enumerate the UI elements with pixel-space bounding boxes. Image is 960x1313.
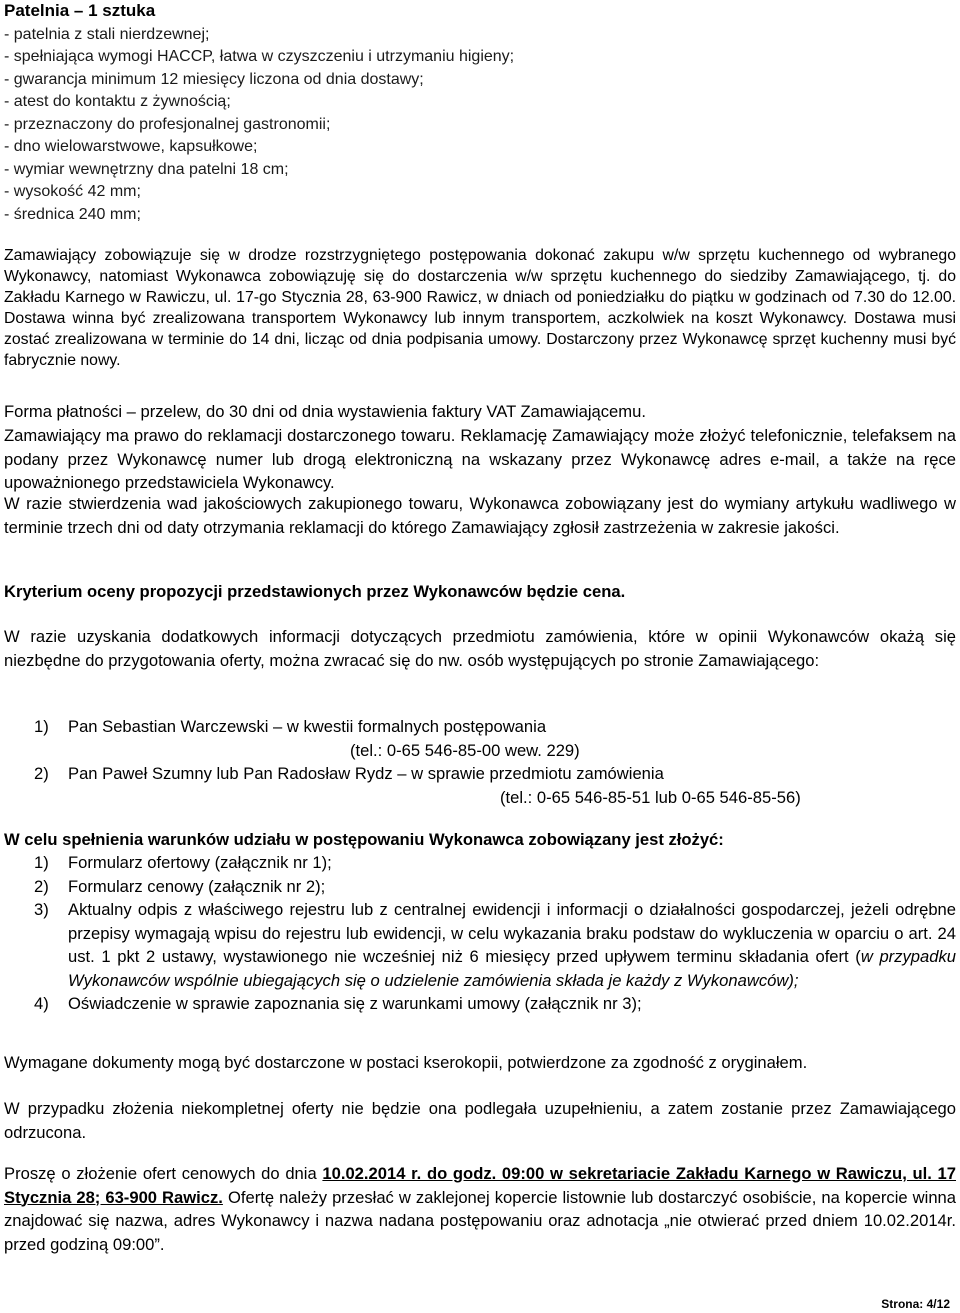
spec-line: - wysokość 42 mm; — [4, 183, 141, 200]
incomplete-paragraph: W przypadku złożenia niekompletnej oferty nie będzie ona podlegała uzupełnieniu, a zatem zostanie przez Zamawiającego odrzucona. — [4, 1099, 956, 1142]
contact-text: Pan Sebastian Warczewski – w kwestii formalnych postępowania — [68, 717, 547, 736]
submission-intro: Proszę o złożenie ofert cenowych do dnia — [4, 1164, 323, 1183]
list-number: 1) — [34, 853, 49, 872]
contact-phone: (tel.: 0-65 546-85-00 wew. 229) — [350, 740, 580, 760]
list-number: 1) — [34, 717, 49, 736]
condition-text: Formularz ofertowy (załącznik nr 1); — [68, 853, 332, 872]
spec-line: - wymiar wewnętrzny dna patelni 18 cm; — [4, 161, 289, 178]
submission-deadline: 10.02.2014 r. do godz. 09:00 w sekretariacie Zakładu Karnego w Rawiczu, ul. 17 Stycznia 28; 63-900 Rawicz. — [4, 1164, 956, 1207]
submission-instructions: Ofertę należy przesłać w zaklejonej kopercie listownie lub dostarczyć osobiście, na kopercie winna znajdować się nazwa, adres Wykonawcy i nazwa nadana postępowaniu oraz adnotacja „nie otwierać przed dniem 10.02.2014r. przed godziną 09:00”. — [4, 1187, 957, 1254]
spec-line: - patelnia z stali nierdzewnej; — [4, 26, 210, 43]
list-number: 4) — [34, 994, 49, 1013]
contact-text: Pan Paweł Szumny lub Pan Radosław Rydz – w sprawie przedmiotu zamówienia — [68, 764, 664, 783]
spec-line: - przeznaczony do profesjonalnej gastronomii; — [4, 116, 331, 133]
spec-line: - gwarancja minimum 12 miesięcy liczona od dnia dostawy; — [4, 71, 424, 88]
condition-text: Formularz cenowy (załącznik nr 2); — [68, 876, 326, 896]
criterion-heading: Kryterium oceny propozycji przedstawionych przez Wykonawców będzie cena. — [4, 582, 626, 601]
spec-line: - średnica 240 mm; — [4, 206, 141, 223]
contacts-list — [34, 715, 956, 809]
conditions-heading: W celu spełnienia warunków udziału w postępowaniu Wykonawca zobowiązany jest złożyć: — [4, 830, 724, 849]
contact-item — [34, 715, 956, 739]
info-paragraph: W razie uzyskania dodatkowych informacji dotyczących przedmiotu zamówienia, które w opinii Wykonawców okażą się niezbędne do przygotowania oferty, można zwracać się do nw. osób występujących po stronie Zamawiającego: — [4, 627, 956, 670]
delivery-paragraph: Zamawiający zobowiązuje się w drodze rozstrzygniętego postępowania dokonać zakupu w/w sprzętu kuchennego od wybranego Wykonawcy, natomiast Wykonawca zobowiązuję się do dostarczenia w/w sprzętu kuchennego do siedziby Zamawiającego, tj. do Zakładu Karnego w Rawiczu, ul. 17-go Stycznia 28, 63-900 Rawicz, w dniach od poniedziałku do piątku w godzinach od 7.30 do 12.00. Dostawa winna być zrealizowana transportem Wykonawcy lub innym transportem, aczkolwiek na koszt Wykonawcy. Dostawa musi zostać zrealizowana w terminie do 14 dni, licząc od dnia podpisania umowy. Dostarczony przez Wykonawcę sprzęt kuchenny musi być fabrycznie nowy. — [4, 247, 956, 369]
submission-paragraph — [4, 1162, 956, 1256]
condition-item — [34, 875, 956, 899]
page-number: Strona: 4/12 — [881, 1297, 950, 1311]
copies-paragraph: Wymagane dokumenty mogą być dostarczone w postaci kserokopii, potwierdzone za zgodność z oryginałem. — [4, 1053, 808, 1072]
condition-italic-note: w przypadku Wykonawców wspólnie ubiegających się o udzielenie zamówienia składa je każdy z Wykonawców); — [68, 947, 956, 990]
condition-item — [34, 898, 956, 992]
list-number: 2) — [34, 764, 49, 783]
spec-line: - dno wielowarstwowe, kapsułkowe; — [4, 138, 258, 155]
conditions-list — [34, 851, 956, 1016]
list-number: 2) — [34, 876, 49, 896]
defects-paragraph: W razie stwierdzenia wad jakościowych zakupionego towaru, Wykonawca zobowiązany jest do wymiany artykułu wadliwego w terminie trzech dni od daty otrzymania reklamacji do którego Zamawiający zgłosił zastrzeżenia w zakresie jakości. — [4, 494, 956, 537]
condition-item — [34, 851, 956, 875]
condition-text: Oświadczenie w sprawie zapoznania się z warunkami umowy (załącznik nr 3); — [68, 994, 642, 1013]
complaint-paragraph: Zamawiający ma prawo do reklamacji dostarczonego towaru. Reklamację Zamawiający może złożyć telefonicznie, telefaksem na podany przez Wykonawcę numer lub drogą elektroniczną na wskazany przez Wykonawcę adres e-mail, a także na ręce upoważnionego przedstawiciela Wykonawcy. — [4, 426, 956, 492]
item-title: Patelnia – 1 sztuka — [4, 1, 156, 20]
contact-phone: (tel.: 0-65 546-85-51 lub 0-65 546-85-56) — [500, 787, 801, 807]
list-number: 3) — [34, 900, 49, 919]
condition-item — [34, 992, 956, 1016]
condition-text: Aktualny odpis z właściwego rejestru lub z centralnej ewidencji i informacji o działalności gospodarczej, jeżeli odrębne przepisy wymagają wpisu do rejestru lub ewidencji, w celu wykazania braku podstaw do wykluczenia w oparciu o art. 24 ust. 1 pkt 2 ustawy, wystawionego nie wcześniej niż 6 miesięcy przed upływem terminu składania ofert ( — [68, 900, 956, 966]
payment-paragraph: Forma płatności – przelew, do 30 dni od dnia wystawienia faktury VAT Zamawiającemu. — [4, 402, 646, 421]
spec-line: - spełniająca wymogi HACCP, łatwa w czyszczeniu i utrzymaniu higieny; — [4, 48, 515, 65]
spec-line: - atest do kontaktu z żywnością; — [4, 93, 231, 110]
contact-item — [34, 762, 956, 786]
